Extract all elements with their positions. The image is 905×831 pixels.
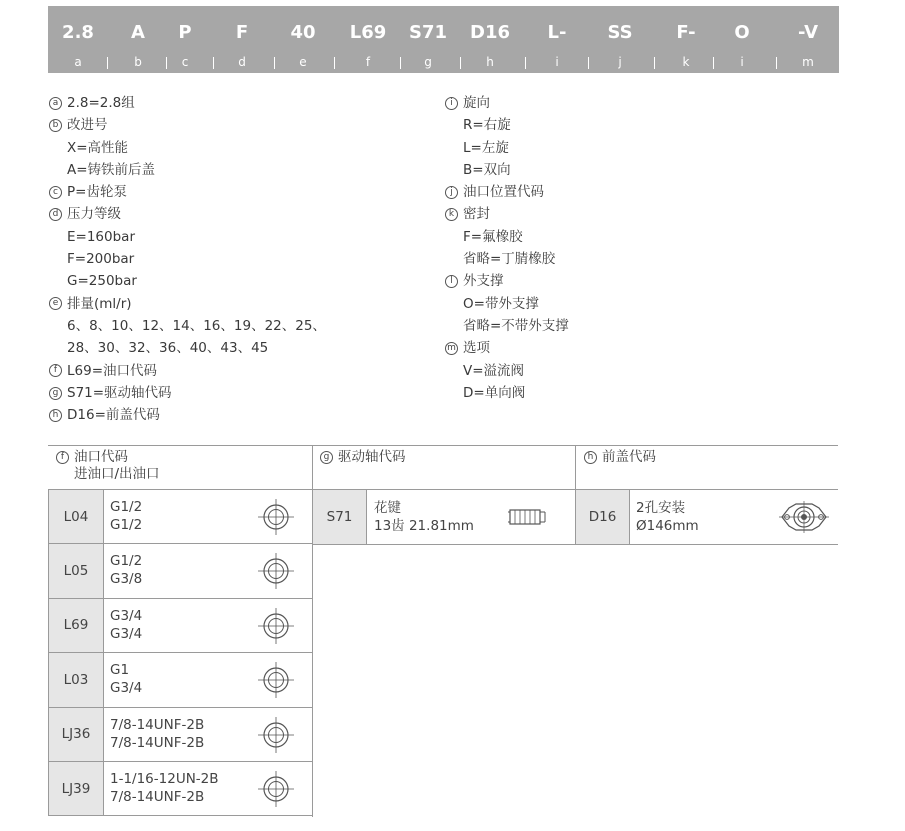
port-line2: G3/4 xyxy=(110,680,143,697)
legend-heading xyxy=(49,92,429,114)
legend-option xyxy=(445,159,745,181)
port-table-header xyxy=(56,449,160,483)
shaft-row-bottom xyxy=(312,544,575,545)
port-row-divider xyxy=(103,653,104,706)
code-segment: 40 xyxy=(290,22,316,43)
legend-text: D=单向阀 xyxy=(463,384,526,401)
code-letter: c xyxy=(181,55,189,69)
code-segment: SS xyxy=(607,22,633,43)
cover-code-cell: D16 xyxy=(576,490,629,544)
legend-text: 外支撑 xyxy=(463,273,504,290)
mark-d-icon: d xyxy=(49,208,62,221)
code-letter: j xyxy=(618,55,622,69)
port-line1: G1/2 xyxy=(110,553,143,570)
mark-j-icon: j xyxy=(445,186,458,199)
port-row-bottom xyxy=(48,815,312,816)
mark-g-icon: g xyxy=(49,387,62,400)
port-row-divider xyxy=(103,599,104,652)
legend-option xyxy=(445,248,745,270)
code-segment: F- xyxy=(676,22,696,43)
code-separator xyxy=(654,57,655,69)
legend-text: S71=驱动轴代码 xyxy=(67,384,172,401)
code-segment: L- xyxy=(547,22,567,43)
code-separator xyxy=(213,57,214,69)
port-row-divider xyxy=(103,708,104,761)
code-segment: F xyxy=(235,22,249,43)
legend-option xyxy=(445,293,745,315)
legend-text: E=160bar xyxy=(67,228,136,245)
cover-line-2: Ø146mm xyxy=(636,518,699,534)
legend-option xyxy=(445,360,745,382)
legend-text: R=右旋 xyxy=(463,117,511,134)
code-letter: b xyxy=(134,55,142,69)
port-row-divider xyxy=(103,762,104,815)
port-code-cell: LJ36 xyxy=(49,708,103,761)
legend-text: G=250bar xyxy=(67,273,137,290)
legend-heading xyxy=(445,92,745,114)
legend-text: B=双向 xyxy=(463,161,511,178)
port-line1: G1/2 xyxy=(110,499,143,515)
port-table-left-edge xyxy=(48,490,49,816)
shaft-row-divider xyxy=(366,490,367,544)
legend-option xyxy=(445,382,745,404)
port-thread-icon xyxy=(256,606,296,646)
code-separator xyxy=(713,57,714,69)
code-segment: -V xyxy=(797,22,819,43)
cover-table-title: 前盖代码 xyxy=(602,449,656,465)
code-separator xyxy=(525,57,526,69)
mark-b-icon: b xyxy=(49,119,62,132)
port-line1: 7/8-14UNF-2B xyxy=(110,716,205,733)
legend-text: 压力等级 xyxy=(67,206,121,223)
legend-option xyxy=(49,270,429,292)
code-segment: 2.8 xyxy=(62,22,94,43)
legend-left-column xyxy=(49,92,429,426)
spline-shaft-icon xyxy=(506,506,548,528)
legend-text: 排量(ml/r) xyxy=(67,295,132,312)
port-thread-icon xyxy=(256,551,296,591)
legend-text: F=氟橡胶 xyxy=(463,228,523,245)
shaft-line-1: 花键 xyxy=(374,500,401,516)
legend-text: 选项 xyxy=(463,340,490,357)
legend-option xyxy=(445,137,745,159)
port-line1: G1 xyxy=(110,662,130,679)
legend-text: F=200bar xyxy=(67,251,135,268)
code-separator xyxy=(334,57,335,69)
legend-option xyxy=(49,137,429,159)
legend-text: D16=前盖代码 xyxy=(67,407,160,424)
legend-text: 6、8、10、12、14、16、19、22、25、 xyxy=(67,317,326,334)
mark-i-icon: i xyxy=(445,97,458,110)
legend-option xyxy=(49,159,429,181)
shaft-line-2: 13齿 21.81mm xyxy=(374,518,474,534)
code-separator xyxy=(107,57,108,69)
legend-text: O=带外支撑 xyxy=(463,295,539,312)
code-segment: A xyxy=(131,22,145,43)
model-code-segments xyxy=(48,22,839,46)
legend-heading xyxy=(445,181,745,203)
port-code-cell: L04 xyxy=(49,490,103,543)
port-row-divider xyxy=(103,490,104,543)
legend-option xyxy=(49,248,429,270)
code-separator xyxy=(776,57,777,69)
legend-text: 改进号 xyxy=(67,117,108,134)
code-letter: h xyxy=(486,55,494,69)
shaft-table-title: 驱动轴代码 xyxy=(338,449,406,465)
legend-text: 油口位置代码 xyxy=(463,184,544,201)
port-line2: G3/8 xyxy=(110,571,143,588)
legend-heading xyxy=(445,270,745,292)
table-top-rule xyxy=(48,445,838,446)
mark-e-icon: e xyxy=(49,297,62,310)
legend-heading xyxy=(49,181,429,203)
cover-row-bottom xyxy=(575,544,838,545)
port-line2: G3/4 xyxy=(110,625,143,642)
code-segment: S71 xyxy=(408,22,448,43)
legend-text: 2.8=2.8组 xyxy=(67,95,135,111)
shaft-table-header xyxy=(320,449,406,466)
legend-heading xyxy=(49,382,429,404)
port-thread-icon xyxy=(256,497,296,537)
mark-h-icon: h xyxy=(49,409,62,422)
mark-h-icon: h xyxy=(584,451,597,464)
port-line2: G1/2 xyxy=(110,517,143,533)
legend-heading xyxy=(445,203,745,225)
port-line1: G3/4 xyxy=(110,607,143,624)
port-thread-icon xyxy=(256,660,296,700)
legend-heading xyxy=(49,293,429,315)
code-letter: e xyxy=(299,55,307,69)
mark-c-icon: c xyxy=(49,186,62,199)
table-header-rule xyxy=(48,489,838,490)
legend-text: 省略=丁腈橡胶 xyxy=(463,251,556,268)
mark-f-icon: f xyxy=(56,451,69,464)
code-letter: f xyxy=(365,55,371,69)
code-letter: d xyxy=(238,55,246,69)
legend-text: A=铸铁前后盖 xyxy=(67,161,156,178)
front-cover-icon xyxy=(779,499,829,535)
mark-k-icon: k xyxy=(445,208,458,221)
port-code-cell: L05 xyxy=(49,544,103,597)
model-code-bar xyxy=(48,6,839,73)
legend-text: V=溢流阀 xyxy=(463,362,525,379)
code-separator xyxy=(460,57,461,69)
legend-option xyxy=(445,114,745,136)
code-letter: i xyxy=(740,55,744,69)
legend-heading xyxy=(49,114,429,136)
port-code-cell: L69 xyxy=(49,599,103,652)
port-thread-icon xyxy=(256,769,296,809)
legend-text: P=齿轮泵 xyxy=(67,184,127,201)
code-letter: m xyxy=(802,55,814,69)
code-segment: L69 xyxy=(349,22,387,43)
code-letter: g xyxy=(424,55,432,69)
code-separator xyxy=(588,57,589,69)
legend-text: L69=油口代码 xyxy=(67,362,158,379)
code-letter: i xyxy=(555,55,559,69)
shaft-code-cell: S71 xyxy=(313,490,366,544)
legend-text: L=左旋 xyxy=(463,139,509,156)
legend-text: 28、30、32、36、40、43、45 xyxy=(67,340,269,357)
mark-m-icon: m xyxy=(445,342,458,355)
cover-line-1: 2孔安装 xyxy=(636,500,686,516)
port-row-divider xyxy=(103,544,104,597)
port-line2: 7/8-14UNF-2B xyxy=(110,789,205,805)
legend-option xyxy=(445,226,745,248)
code-letter: k xyxy=(682,55,690,69)
port-code-cell: L03 xyxy=(49,653,103,706)
legend-heading xyxy=(49,404,429,426)
code-segment: O xyxy=(734,22,750,43)
legend-text: 省略=不带外支撑 xyxy=(463,317,569,334)
mark-l-icon: l xyxy=(445,275,458,288)
legend-heading xyxy=(445,337,745,359)
legend-text: 旋向 xyxy=(463,95,490,111)
code-separator xyxy=(274,57,275,69)
port-line1: 1-1/16-12UN-2B xyxy=(110,771,219,787)
legend-right-column xyxy=(445,92,745,404)
cover-table-header xyxy=(584,449,656,466)
code-segment: P xyxy=(178,22,192,43)
legend-text: X=高性能 xyxy=(67,139,129,156)
mark-a-icon: a xyxy=(49,97,62,110)
port-thread-icon xyxy=(256,715,296,755)
legend-option xyxy=(49,226,429,248)
code-segment: D16 xyxy=(470,22,510,43)
legend-option xyxy=(49,337,429,359)
legend-heading xyxy=(49,360,429,382)
port-table-title: 油口代码 xyxy=(74,449,128,465)
mark-g-icon: g xyxy=(320,451,333,464)
legend-heading xyxy=(49,203,429,225)
cover-row-divider xyxy=(629,490,630,544)
legend-option xyxy=(445,315,745,337)
legend-option xyxy=(49,315,429,337)
port-code-cell: LJ39 xyxy=(49,762,103,815)
legend-text: 密封 xyxy=(463,206,490,223)
code-separator xyxy=(166,57,167,69)
code-separator xyxy=(400,57,401,69)
mark-f-icon: f xyxy=(49,364,62,377)
code-letter: a xyxy=(74,55,82,69)
port-table-subtitle: 进油口/出油口 xyxy=(74,466,160,482)
port-line2: 7/8-14UNF-2B xyxy=(110,734,205,751)
